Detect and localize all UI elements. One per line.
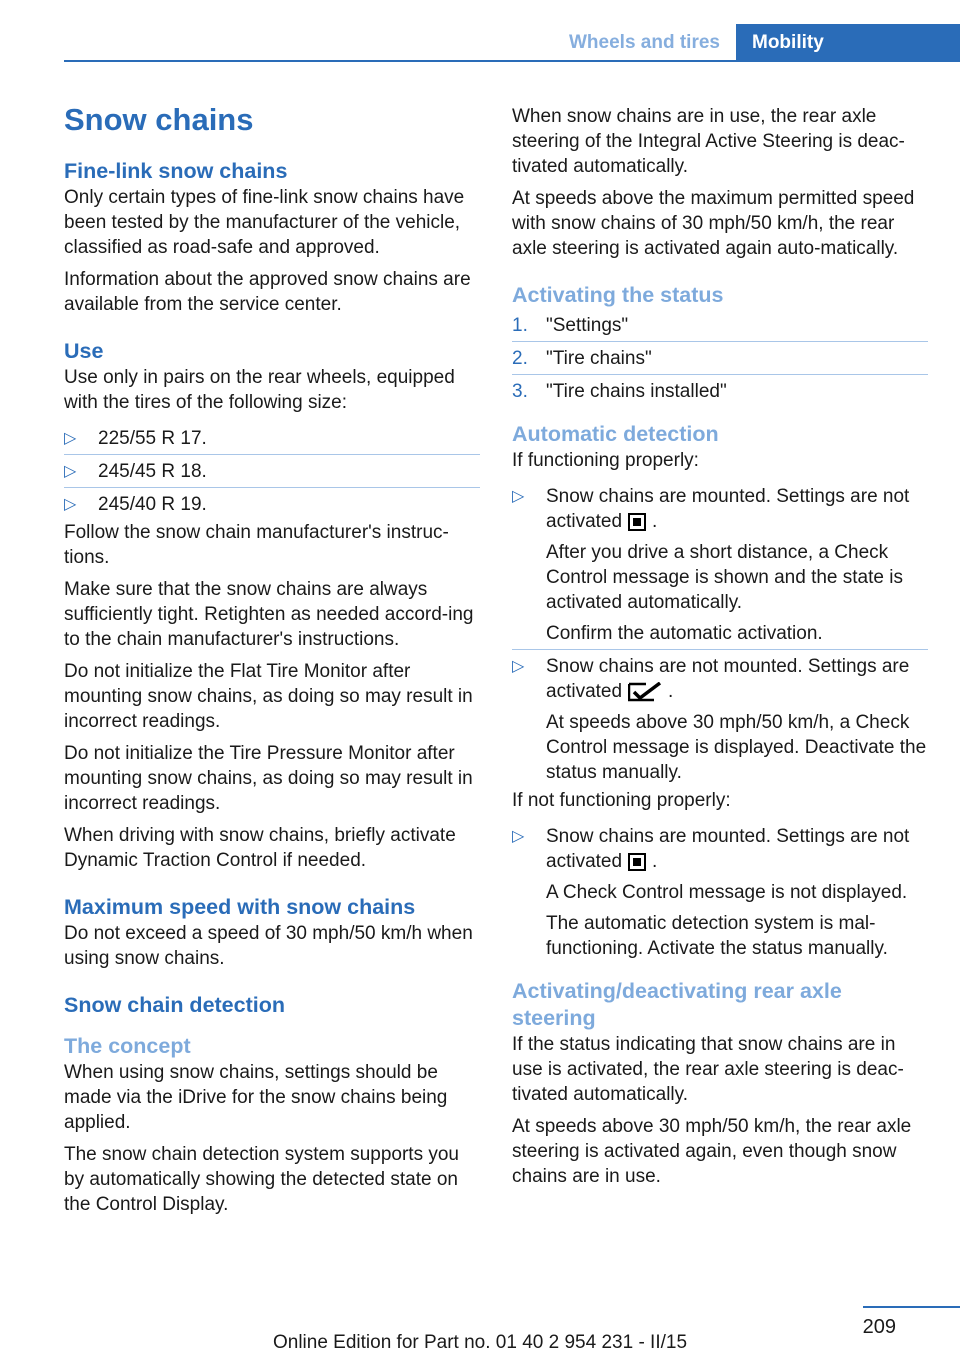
paragraph: The snow chain detection system supports you by automatically showing the detected state on the Control Display. (64, 1144, 459, 1215)
heading-detection: Snow chain detection (64, 993, 285, 1017)
paragraph: Do not exceed a speed of 30 mph/50 km/h when using snow chains. (64, 923, 473, 969)
list-item: ▷ 245/45 R 18. (64, 455, 480, 488)
header-chapter-tab: Mobility (736, 24, 960, 62)
heading-concept: The concept (64, 1034, 191, 1058)
list-item: ▷ Snow chains are mounted. Settings are not activated . A Check Control message is not displayed. The automatic detection system is mal‐functioning. Activate the status manually. (512, 820, 928, 964)
steps-list (512, 309, 928, 407)
paragraph: A Check Control message is not displayed. (546, 882, 908, 903)
paragraph: If the status indicating that snow chains are in use is activated, the rear axle steering is deac‐tivated automatically. (512, 1034, 904, 1105)
step-number: 2. (512, 348, 528, 369)
functioning-list (512, 480, 928, 788)
triangle-right-icon: ▷ (512, 488, 525, 505)
list-item: ▷ Snow chains are mounted. Settings are not activated . After you drive a short distance, a Check Control message is shown and the state is activated automatically. Confirm the automatic activation. (512, 480, 928, 650)
paragraph: When snow chains are in use, the rear axle steering of the Integral Active Steering is deac‐tivated automatically. (512, 106, 905, 177)
page-title: Snow chains (64, 102, 254, 137)
triangle-right-icon: ▷ (512, 828, 525, 845)
paragraph: Do not initialize the Tire Pressure Monitor after mounting snow chains, as doing so may result in incorrect readings. (64, 743, 473, 814)
step-number: 3. (512, 381, 528, 402)
heading-rear-axle: Activating/deactivating rear axle steering (512, 979, 842, 1030)
list-item: 1. "Settings" (512, 309, 928, 342)
paragraph: Confirm the automatic activation. (546, 623, 823, 644)
heading-max-speed: Maximum speed with snow chains (64, 895, 416, 919)
list-item: ▷ 245/40 R 19. (64, 494, 207, 515)
checkbox-checked-icon (628, 682, 662, 702)
step-number: 1. (512, 315, 528, 336)
paragraph: Only certain types of fine-link snow chains have been tested by the manufacturer of the vehicle, classified as road-safe and approved. (64, 187, 465, 258)
tire-size-list (64, 422, 480, 520)
paragraph: Do not initialize the Flat Tire Monitor after mounting snow chains, as doing so may result in incorrect readings. (64, 661, 473, 732)
paragraph: After you drive a short distance, a Check Control message is shown and the state is activated automatically. (546, 542, 903, 613)
paragraph: If not functioning properly: (512, 790, 731, 811)
paragraph: Use only in pairs on the rear wheels, equipped with the tires of the following size: (64, 367, 455, 413)
list-item: 2. "Tire chains" (512, 342, 928, 375)
heading-use: Use (64, 339, 104, 363)
paragraph: At speeds above 30 mph/50 km/h, a Check Control message is displayed. Deactivate the status manually. (546, 712, 927, 783)
paragraph: Make sure that the snow chains are always sufficiently tight. Retighten as needed accord‐ing to the chain manufacturer's instructions. (64, 579, 474, 650)
list-item: 3. "Tire chains installed" (512, 381, 727, 402)
paragraph: At speeds above 30 mph/50 km/h, the rear axle steering is activated again, even though snow chains are in use. (512, 1116, 912, 1187)
triangle-right-icon: ▷ (64, 430, 77, 447)
heading-automatic: Automatic detection (512, 422, 719, 446)
triangle-right-icon: ▷ (64, 463, 77, 480)
not-functioning-list (512, 820, 928, 964)
list-item: ▷ Snow chains are not mounted. Settings are activated . At speeds above 30 mph/50 km/h, a Check Control message is displayed. Deactivate the status manually. (512, 656, 927, 783)
page-number: 209 (862, 1316, 896, 1338)
checkbox-empty-icon (628, 853, 646, 871)
left-column (64, 100, 480, 1224)
checkbox-empty-icon (628, 513, 646, 531)
right-column (512, 104, 928, 1196)
triangle-right-icon: ▷ (64, 496, 77, 513)
list-item: ▷ 225/55 R 17. (64, 422, 480, 455)
paragraph: Follow the snow chain manufacturer's instruc‐tions. (64, 522, 449, 568)
header-section-title: Wheels and tires (569, 32, 720, 53)
paragraph: Information about the approved snow chains are available from the service center. (64, 269, 471, 315)
paragraph: At speeds above the maximum permitted speed with snow chains of 30 mph/50 km/h, the rear axle steering is activated again auto‐matically. (512, 188, 915, 259)
paragraph: When using snow chains, settings should be made via the iDrive for the snow chains being applied. (64, 1062, 448, 1133)
paragraph: The automatic detection system is mal‐functioning. Activate the status manually. (546, 913, 888, 959)
paragraph: If functioning properly: (512, 450, 699, 471)
heading-fine-link: Fine-link snow chains (64, 159, 288, 183)
header-rule (64, 60, 960, 62)
paragraph: When driving with snow chains, briefly activate Dynamic Traction Control if needed. (64, 825, 456, 871)
triangle-right-icon: ▷ (512, 658, 525, 675)
footer-rule (863, 1306, 960, 1308)
heading-activating: Activating the status (512, 283, 724, 307)
edition-line: Online Edition for Part no. 01 40 2 954 231 - II/15 (272, 1332, 688, 1353)
